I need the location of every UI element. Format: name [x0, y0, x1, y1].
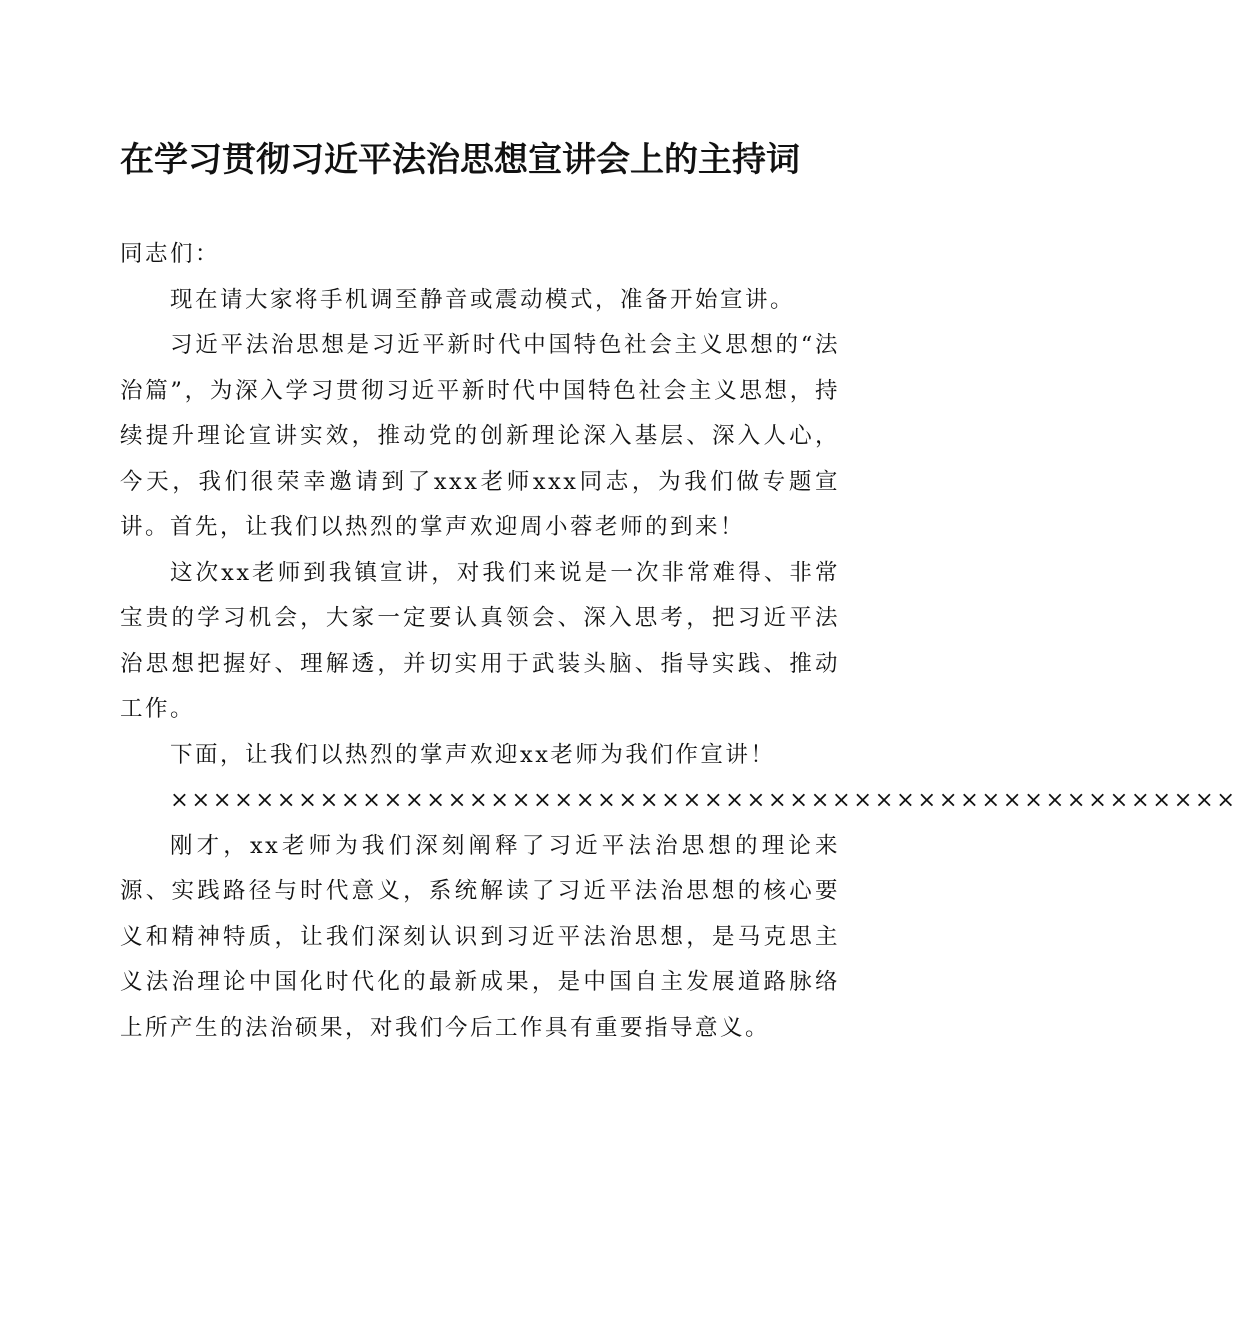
paragraph-placeholder-crosses: ×××××××××××××××××××××××××××××××××××××××××××××××××× — [170, 787, 1238, 813]
paragraph-welcome: 下面，让我们以热烈的掌声欢迎xx老师为我们作宣讲！ — [170, 741, 776, 768]
document-title: 在学习贯彻习近平法治思想宣讲会上的主持词 — [120, 140, 800, 180]
paragraph-summary: 刚才，xx老师为我们深刻阐释了习近平法治思想的理论来源、实践路径与时代意义，系统解读了习近平法治思想的核心要义和精神特质，让我们深刻认识到习近平法治思想，是马克思主义法治理论中国化时代化的最新成果，是中国自主发展道路脉络上所产生的法治硕果，对我们今后工作具有重要指导意义。 — [120, 832, 840, 1041]
paragraph-intro: 现在请大家将手机调至静音或震动模式，准备开始宣讲。 — [170, 286, 796, 313]
paragraph-introduction-speaker: 习近平法治思想是习近平新时代中国特色社会主义思想的“法治篇”，为深入学习贯彻习近平新时代中国特色社会主义思想，持续提升理论宣讲实效，推动党的创新理论深入基层、深入人心，今天，我们很荣幸邀请到了xxx老师xxx同志，为我们做专题宣讲。首先，让我们以热烈的掌声欢迎周小蓉老师的到来！ — [120, 332, 840, 540]
document-body — [120, 232, 1238, 1051]
salutation: 同志们： — [120, 241, 221, 267]
paragraph-opportunity: 这次xx老师到我镇宣讲，对我们来说是一次非常难得、非常宝贵的学习机会，大家一定要认真领会、深入思考，把习近平法治思想把握好、理解透，并切实用于武装头脑、指导实践、推动工作。 — [120, 559, 840, 722]
